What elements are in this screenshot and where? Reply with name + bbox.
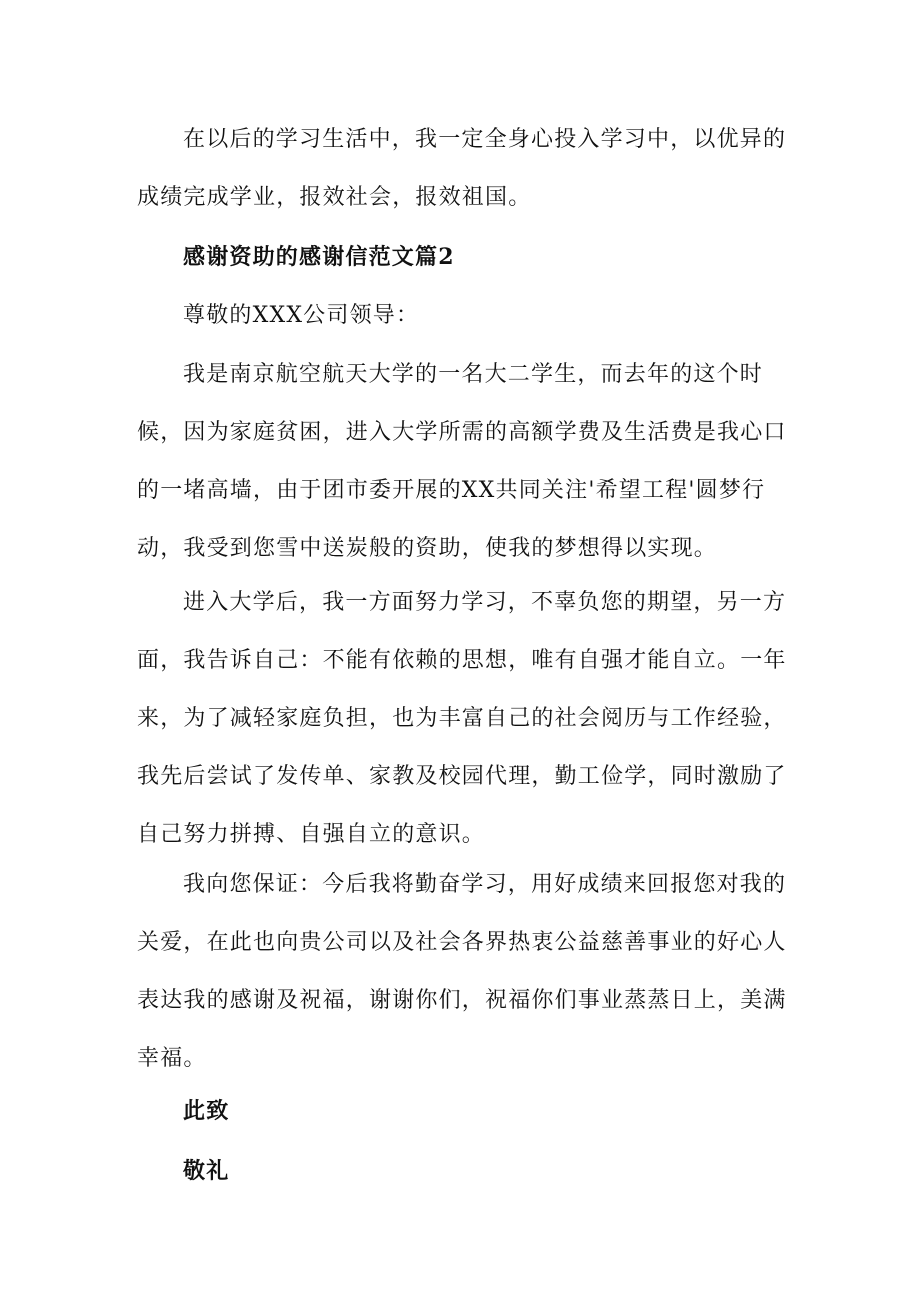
salutation: 尊敬的XXX公司领导： [183, 303, 420, 328]
body-paragraph-1: 我是南京航空航天大学的一名大二学生，而去年的这个时候，因为家庭贫困，进入大学所需的高额学费及生活费是我心口的一堵高墙，由于团市委开展的XX共同关注'希望工程'圆梦行动，我受到您雪中送炭般的资助，使我的梦想得以实现。 [137, 362, 787, 561]
closing-salutation: 此致 [183, 1098, 230, 1124]
body-paragraph-3: 我向您保证：今后我将勤奋学习，用好成绩来回报您对我的关爱，在此也向贵公司以及社会各界热衷公益慈善事业的好心人表达我的感谢及祝福，谢谢你们，祝福你们事业蒸蒸日上，美满幸福。 [137, 872, 787, 1071]
intro-paragraph: 在以后的学习生活中，我一定全身心投入学习中，以优异的成绩完成学业，报效社会，报效祖国。 [137, 127, 787, 210]
body-paragraph-2: 进入大学后，我一方面努力学习，不辜负您的期望，另一方面，我告诉自己：不能有依赖的思想，唯有自强才能自立。一年来，为了减轻家庭负担，也为丰富自己的社会阅历与工作经验，我先后尝试了发传单、家教及校园代理，勤工俭学，同时激励了自己努力拼搏、自强自立的意识。 [137, 590, 787, 847]
closing-regards: 敬礼 [183, 1158, 230, 1184]
section-heading: 感谢资助的感谢信范文篇2 [183, 244, 455, 270]
